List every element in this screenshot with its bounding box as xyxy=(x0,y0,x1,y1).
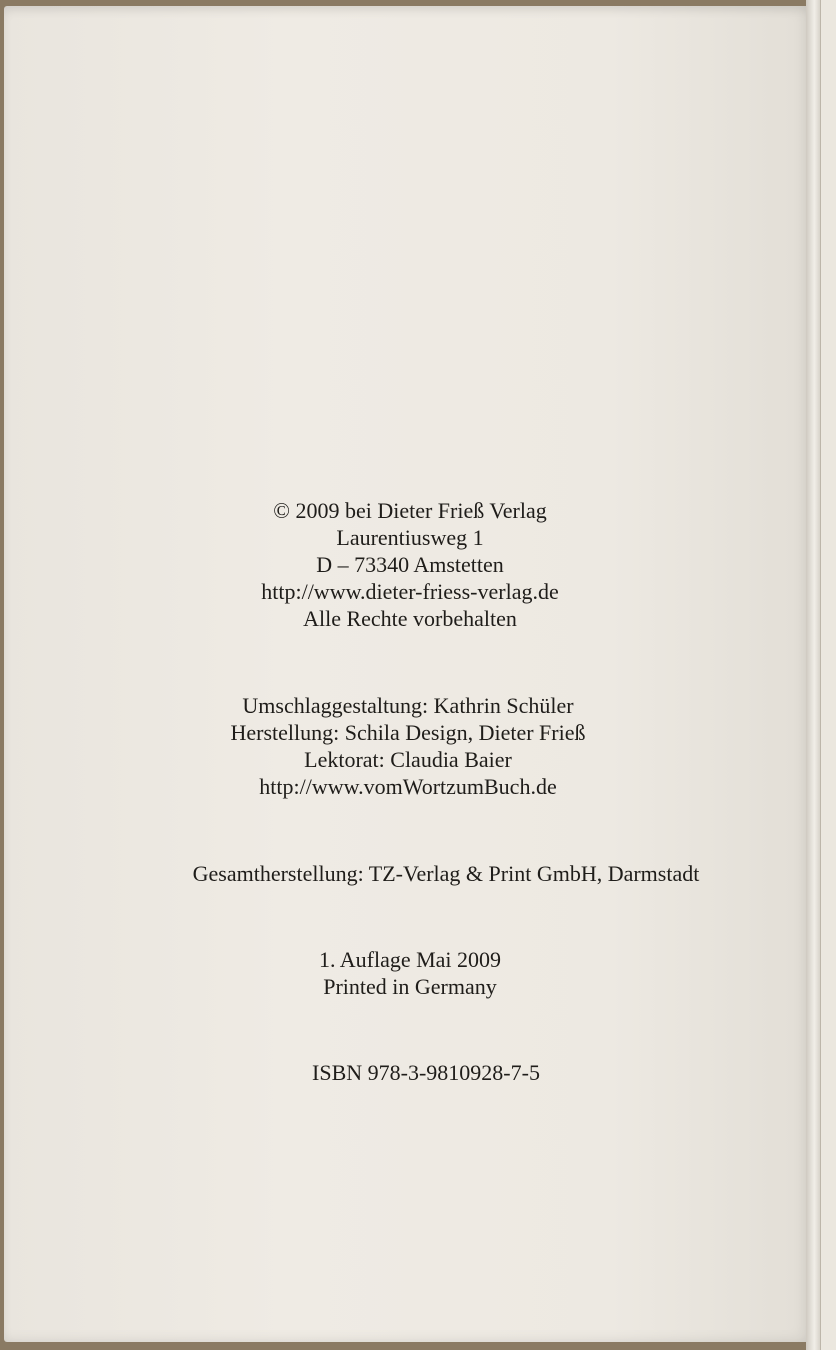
copyright-line: © 2009 bei Dieter Frieß Verlag xyxy=(273,498,547,523)
printed-in-line: Printed in Germany xyxy=(323,974,497,999)
isbn: ISBN 978-3-9810928-7-5 xyxy=(312,1060,540,1085)
production-block xyxy=(28,860,836,887)
editor-credit: Lektorat: Claudia Baier xyxy=(304,747,512,772)
street-address: Laurentiusweg 1 xyxy=(336,525,484,550)
editor-url: http://www.vomWortzumBuch.de xyxy=(259,774,557,799)
isbn-block xyxy=(8,1059,836,1086)
cover-design-credit: Umschlaggestaltung: Kathrin Schüler xyxy=(242,693,574,718)
book-page xyxy=(4,6,812,1342)
book-gutter xyxy=(806,0,820,1350)
publisher-url: http://www.dieter-friess-verlag.de xyxy=(261,579,559,604)
publisher-block xyxy=(0,497,828,632)
print-production-credit: Gesamtherstellung: TZ-Verlag & Print GmbH, Darmstadt xyxy=(192,861,700,886)
edition-block xyxy=(0,946,828,1000)
postal-city: D – 73340 Amstetten xyxy=(316,552,504,577)
rights-line: Alle Rechte vorbehalten xyxy=(303,606,517,631)
production-credit: Herstellung: Schila Design, Dieter Frieß xyxy=(230,720,586,745)
edition-line: 1. Auflage Mai 2009 xyxy=(318,947,502,972)
credits-block xyxy=(0,692,826,800)
next-page-edge xyxy=(820,0,836,1350)
